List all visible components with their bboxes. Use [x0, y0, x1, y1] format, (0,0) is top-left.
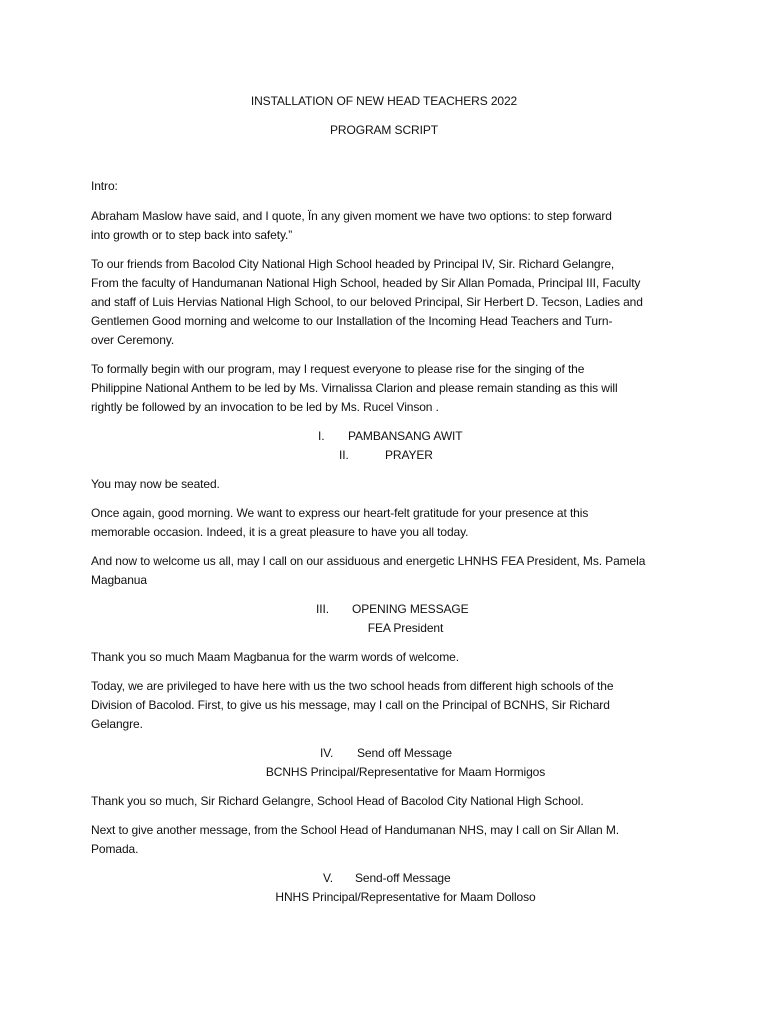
program-item-number: V.	[323, 871, 334, 885]
program-item	[91, 446, 677, 465]
call-hnhs-paragraph	[91, 821, 677, 859]
paragraph-line: Thank you so much, Sir Richard Gelangre, School Head of Bacolod City National High School.	[91, 794, 584, 808]
paragraph-line: over Ceremony.	[91, 333, 175, 347]
paragraph-line: Today, we are privileged to have here with us the two school heads from different high schools of the	[91, 679, 614, 693]
thanks-fea-paragraph	[91, 648, 677, 667]
program-items-opening	[91, 427, 677, 465]
paragraph-line: Philippine National Anthem to be led by Ms. Virnalissa Clarion and please remain standing as this will	[91, 381, 618, 395]
paragraph-line: Once again, good morning. We want to express our heart-felt gratitude for your presence at this	[91, 506, 589, 520]
program-item	[91, 600, 677, 619]
program-item	[91, 744, 677, 763]
program-item-opening-message	[91, 600, 677, 638]
document-title: INSTALLATION OF NEW HEAD TEACHERS 2022	[250, 94, 518, 108]
paragraph-line: Gelangre.	[91, 717, 143, 731]
program-item-number: III.	[316, 602, 329, 616]
program-item-send-off-bcnhs	[91, 744, 677, 782]
program-item	[91, 427, 677, 446]
program-item-number: I.	[318, 429, 325, 443]
thanks-bcnhs-paragraph	[91, 792, 677, 811]
document-subtitle: PROGRAM SCRIPT	[330, 123, 438, 137]
program-item-label: Send-off Message	[355, 871, 451, 885]
quote-paragraph	[91, 207, 677, 245]
paragraph-line: Pomada.	[91, 842, 139, 856]
school-heads-paragraph	[91, 677, 677, 734]
program-item-number: IV.	[320, 746, 334, 760]
program-item	[91, 869, 677, 888]
paragraph-line: Abraham Maslow have said, and I quote, Ïn any given moment we have two options: to step forward	[91, 209, 612, 223]
paragraph-line: Next to give another message, from the School Head of Handumanan NHS, may I call on Sir Allan M.	[91, 823, 619, 837]
program-item-label: PRAYER	[385, 448, 433, 462]
program-script	[91, 92, 677, 917]
paragraph-line: memorable occasion. Indeed, it is a great pleasure to have you all today.	[91, 525, 469, 539]
program-item-send-off-hnhs	[91, 869, 677, 907]
paragraph-line: Gentlemen Good morning and welcome to our Installation of the Incoming Head Teachers and Turn-	[91, 314, 613, 328]
paragraph-line: Magbanua	[91, 573, 147, 587]
program-item-label: OPENING MESSAGE	[352, 602, 469, 616]
seated-paragraph	[91, 475, 677, 494]
intro-label: Intro:	[91, 179, 118, 193]
welcome-paragraph	[91, 255, 677, 350]
program-item-label: Send off Message	[357, 746, 452, 760]
program-item-label: PAMBANSANG AWIT	[348, 429, 463, 443]
paragraph-line: rightly be followed by an invocation to be led by Ms. Rucel Vinson .	[91, 400, 439, 414]
paragraph-line: And now to welcome us all, may I call on our assiduous and energetic LHNHS FEA President, Ms. Pamela	[91, 554, 646, 568]
paragraph-line: Division of Bacolod. First, to give us his message, may I call on the Principal of BCNHS, Sir Richard	[91, 698, 610, 712]
program-item-speaker: FEA President	[367, 621, 444, 635]
paragraph-line: To our friends from Bacolod City National High School headed by Principal IV, Sir. Richard Gelangre,	[91, 257, 615, 271]
paragraph-line: You may now be seated.	[91, 477, 220, 491]
paragraph-line: Thank you so much Maam Magbanua for the warm words of welcome.	[91, 650, 459, 664]
call-fea-paragraph	[91, 552, 677, 590]
program-item-speaker: BCNHS Principal/Representative for Maam Hormigos	[265, 765, 546, 779]
gratitude-paragraph	[91, 504, 677, 542]
program-item-number: II.	[339, 448, 349, 462]
paragraph-line: and staff of Luis Hervias National High School, to our beloved Principal, Sir Herbert D. Tecson, Ladies and	[91, 295, 643, 309]
program-item-speaker: HNHS Principal/Representative for Maam Dolloso	[275, 890, 536, 904]
paragraph-line: From the faculty of Handumanan National High School, headed by Sir Allan Pomada, Principal III, Faculty	[91, 276, 641, 290]
begin-program-paragraph	[91, 360, 677, 417]
paragraph-line: To formally begin with our program, may I request everyone to please rise for the singing of the	[91, 362, 585, 376]
paragraph-line: into growth or to step back into safety.”	[91, 228, 293, 242]
